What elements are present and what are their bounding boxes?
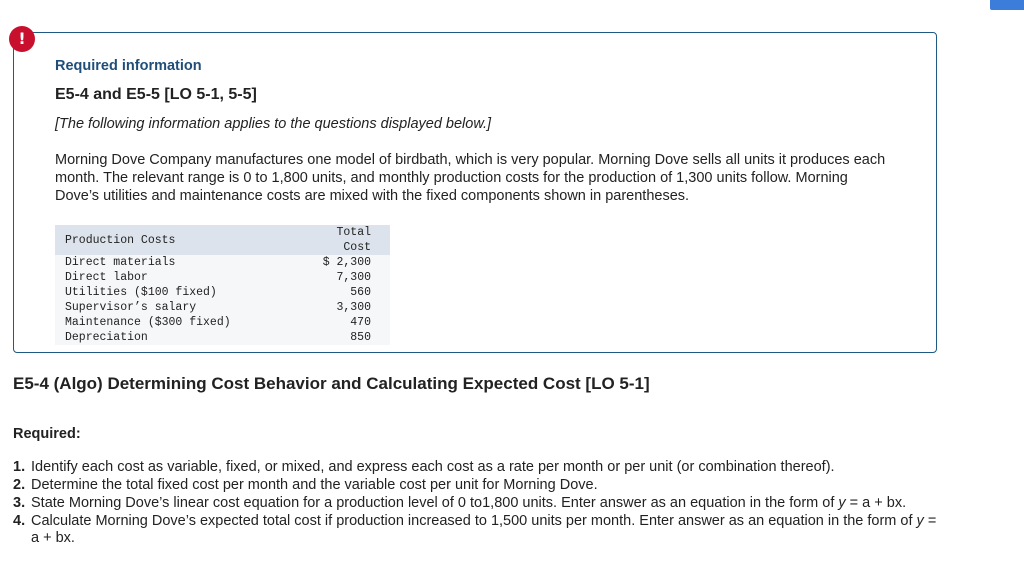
table-row: [55, 270, 390, 285]
requirement-text-end: = a + bx.: [845, 495, 907, 511]
cost-name: Direct labor: [55, 270, 301, 285]
required-label: Required:: [13, 426, 81, 442]
cost-value: 470: [301, 315, 390, 330]
table-row: [55, 285, 390, 300]
equation-variable-y: y: [916, 513, 924, 529]
cost-name: Supervisor’s salary: [55, 300, 301, 315]
cost-name: Depreciation: [55, 330, 301, 345]
table-header-production-costs: Production Costs: [55, 225, 301, 255]
cost-value: 7,300: [301, 270, 390, 285]
table-header-total-cost: Total Cost: [301, 225, 390, 255]
requirement-item: [13, 459, 943, 476]
table-row: [55, 300, 390, 315]
cost-name: Utilities ($100 fixed): [55, 285, 301, 300]
section-title: E5-4 (Algo) Determining Cost Behavior and Calculating Expected Cost [LO 5-1]: [13, 374, 650, 393]
cost-name: Maintenance ($300 fixed): [55, 315, 301, 330]
requirement-number: 3.: [13, 495, 26, 511]
requirement-number: 4.: [13, 513, 26, 529]
cost-value: 560: [301, 285, 390, 300]
cost-value: 850: [301, 330, 390, 345]
table-header-row: [55, 225, 390, 255]
requirement-text-end: = a + bx.: [31, 513, 937, 546]
requirement-text: Determine the total fixed cost per month and the variable cost per unit for Morning Dove.: [31, 477, 598, 493]
intro-paragraph: Morning Dove Company manufactures one model of birdbath, which is very popular. Morning Dove sells all units it produces each month. The relevant range is 0 to 1,800 units, and monthly production costs for the production of 1,300 units follow. Morning Dove’s utilities and maintenance costs are mixed with the fixed components shown in parentheses.: [55, 152, 886, 204]
intro-note: [The following information applies to the questions displayed below.]: [55, 116, 492, 132]
production-costs-table: [55, 225, 390, 345]
requirement-text: Calculate Morning Dove’s expected total cost if production increased to 1,500 units per month. Enter answer as an equation in the form of: [31, 513, 917, 529]
requirement-item: [13, 513, 943, 547]
top-right-tab[interactable]: [990, 0, 1024, 10]
requirements-list: [13, 459, 943, 548]
table-row: [55, 315, 390, 330]
cost-value: $ 2,300: [301, 255, 390, 270]
cost-value: 3,300: [301, 300, 390, 315]
requirement-number: 1.: [13, 459, 26, 475]
table-row: [55, 255, 390, 270]
required-information-heading: Required information: [55, 58, 202, 74]
requirement-text: Identify each cost as variable, fixed, or mixed, and express each cost as a rate per month or per unit (or combination thereof).: [31, 459, 835, 475]
cost-name: Direct materials: [55, 255, 301, 270]
requirement-text: State Morning Dove’s linear cost equation for a production level of 0 to1,800 units. Enter answer as an equation in the form of: [31, 495, 839, 511]
equation-variable-y: y: [838, 495, 846, 511]
requirement-item: [13, 477, 943, 494]
requirement-number: 2.: [13, 477, 26, 493]
exercise-title: E5-4 and E5-5 [LO 5-1, 5-5]: [55, 86, 257, 103]
requirement-item: [13, 495, 943, 512]
alert-icon: !: [9, 26, 35, 52]
table-row: [55, 330, 390, 345]
